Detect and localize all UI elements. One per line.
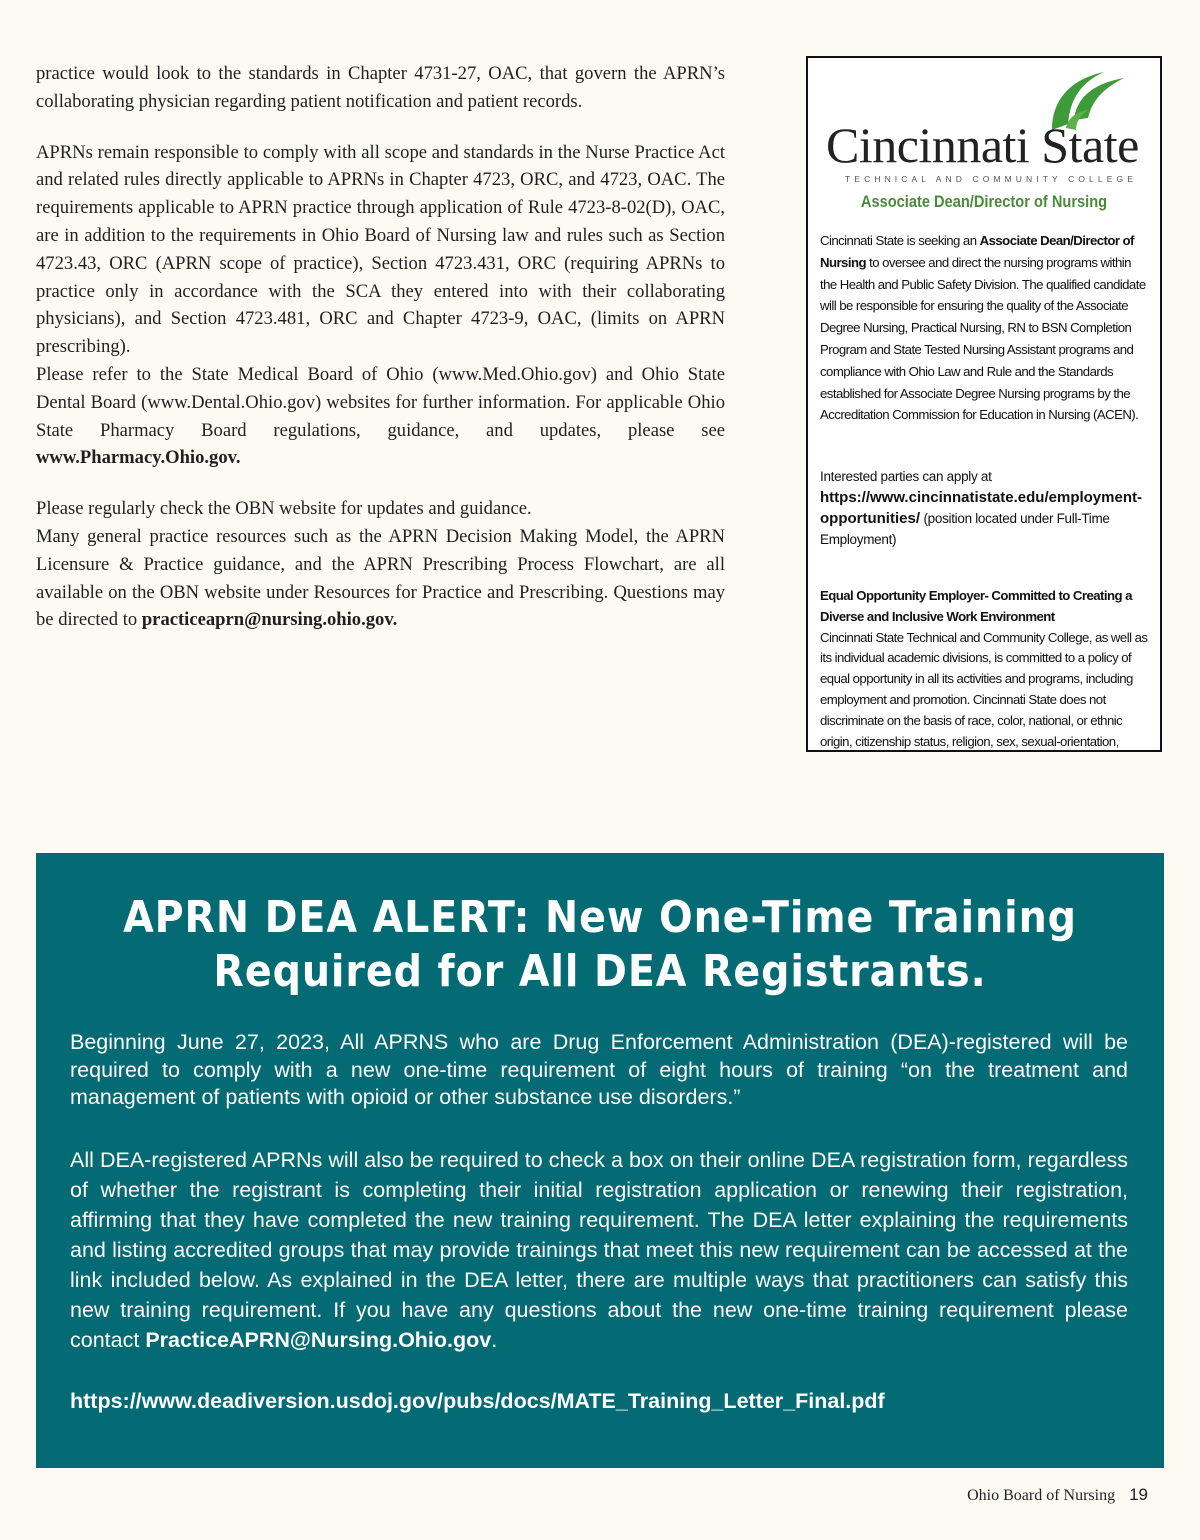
ad-desc-body: to oversee and direct the nursing programs within the Health and Public Safety Division. The qualified candidate will be responsible for ensuring the quality of the Associate Degree Nursing, Practical Nursing, RN to BSN Completion Program and State Tested Nursing Assistant programs and compliance with Ohio Law and Rule and the Standards established for Associate Degree Nursing programs by the Accreditation Commission for Education in Nursing (ACEN). xyxy=(820,254,1146,423)
dea-alert-box xyxy=(36,853,1164,1468)
ad-description xyxy=(820,230,1150,426)
alert-title xyxy=(92,891,1107,999)
ad-desc-intro: Cincinnati State is seeking an xyxy=(820,233,977,248)
cincinnati-state-job-ad xyxy=(806,56,1162,752)
paragraph-resources xyxy=(36,523,725,634)
alert-paragraph-1: Beginning June 27, 2023, All APRNS who are Drug Enforcement Administration (DEA)-registered will be required to comply with a new one-time requirement of eight hours of training “on the treatment and management of patients with opioid or other substance use disorders.” xyxy=(70,1030,1128,1109)
refer-boards-text: Please refer to the State Medical Board of Ohio (www.Med.Ohio.gov) and Ohio State Dental Board (www.Dental.Ohio.gov) websites for further information. For applicable Ohio State Pharmacy Board regulations, guidance, and updates, please see xyxy=(36,363,725,441)
ad-title: Associate Dean/Director of Nursing xyxy=(860,192,1108,211)
paragraph-collaborating-physician: practice would look to the standards in Chapter 4731-27, OAC, that govern the APRN’s collaborating physician regarding patient notification and patient records. xyxy=(36,63,725,112)
cincinnati-state-logo xyxy=(822,66,1152,196)
article-left-column xyxy=(36,60,725,634)
ad-position-name: Associate Dean/Director of Nursing xyxy=(820,233,1134,270)
ad-apply-note: (position located under Full-Time Employment) xyxy=(820,511,1110,547)
ad-apply-text: Interested parties can apply at xyxy=(820,469,992,484)
dea-letter-link[interactable]: https://www.deadiversion.usdoj.gov/pubs/docs/MATE_Training_Letter_Final.pdf xyxy=(70,1389,885,1413)
pharmacy-link[interactable]: www.Pharmacy.Ohio.gov. xyxy=(36,447,241,469)
ad-eoe-heading: Equal Opportunity Employer- Committed to Creating a Diverse and Inclusive Work Environment xyxy=(820,588,1132,624)
footer-publication: Ohio Board of Nursing xyxy=(967,1487,1116,1504)
page-footer xyxy=(967,1485,1148,1505)
alert-p2-text: All DEA-registered APRNs will also be required to check a box on their online DEA registration form, regardless of whether the registrant is completing their initial registration application or renewing their registration, affirming that they have completed the new training requirement. The DEA letter explaining the requirements and listing accredited groups that may provide trainings that meet this new requirement can be accessed at the link included below. As explained in the DEA letter, there are multiple ways that practitioners can satisfy this new training requirement. If you have any questions about the new one-time training requirement please contact xyxy=(70,1148,1128,1352)
ad-eoe-text: Cincinnati State Technical and Community College, as well as its individual academic divisions, is committed to a policy of equal opportunity in all its activities and programs, including employment and promotion. Cincinnati State does not discriminate on the basis of race, color, national, or ethnic origin, citizenship status, religion, sex, sexual-orientation, xyxy=(820,629,1148,749)
paragraph-refer-boards xyxy=(36,361,725,472)
alert-paragraph-2 xyxy=(70,1145,1128,1355)
alert-p2-end: . xyxy=(491,1328,498,1352)
logo-wordmark: Cincinnati State xyxy=(826,117,1139,173)
ad-eoe-statement xyxy=(820,586,1150,752)
alert-contact-email-link[interactable]: PracticeAPRN@Nursing.Ohio.gov xyxy=(145,1328,492,1352)
page-number: 19 xyxy=(1129,1485,1148,1504)
resources-text: Many general practice resources such as the APRN Decision Making Model, the APRN Licensure & Practice guidance, and the APRN Prescribing Process Flowchart, are all available on the OBN website under Resources for Practice and Prescribing. Questions may be directed to xyxy=(36,525,725,631)
ad-apply-info xyxy=(820,466,1150,550)
paragraph-check-website: Please regularly check the OBN website for updates and guidance. xyxy=(36,498,532,520)
ad-employment-link[interactable]: https://www.cincinnatistate.edu/employment-opportunities/ xyxy=(820,489,1142,527)
alert-title-line1: APRN DEA ALERT: New One-Time Training xyxy=(123,892,1077,943)
practiceaprn-email-link[interactable]: practiceaprn@nursing.ohio.gov. xyxy=(141,609,398,631)
paragraph-scope-standards: APRNs remain responsible to comply with all scope and standards in the Nurse Practice Act and related rules directly applicable to APRNs in Chapter 4723, ORC, and 4723, OAC. The requirements applicable to APRN practice through application of Rule 4723-8-02(D), OAC, are in addition to the requirements in Ohio Board of Nursing law and rules such as Section 4723.43, ORC (APRN scope of practice), Section 4723.431, ORC (requiring APRNs to practice only in accordance with the SCA they entered into with their collaborating physicians), and Section 4723.481, ORC and Chapter 4723-9, OAC, (limits on APRN prescribing). xyxy=(36,141,725,358)
logo-subtitle: TECHNICAL AND COMMUNITY COLLEGE xyxy=(845,174,1137,184)
alert-title-line2: Required for All DEA Registrants. xyxy=(213,946,987,997)
